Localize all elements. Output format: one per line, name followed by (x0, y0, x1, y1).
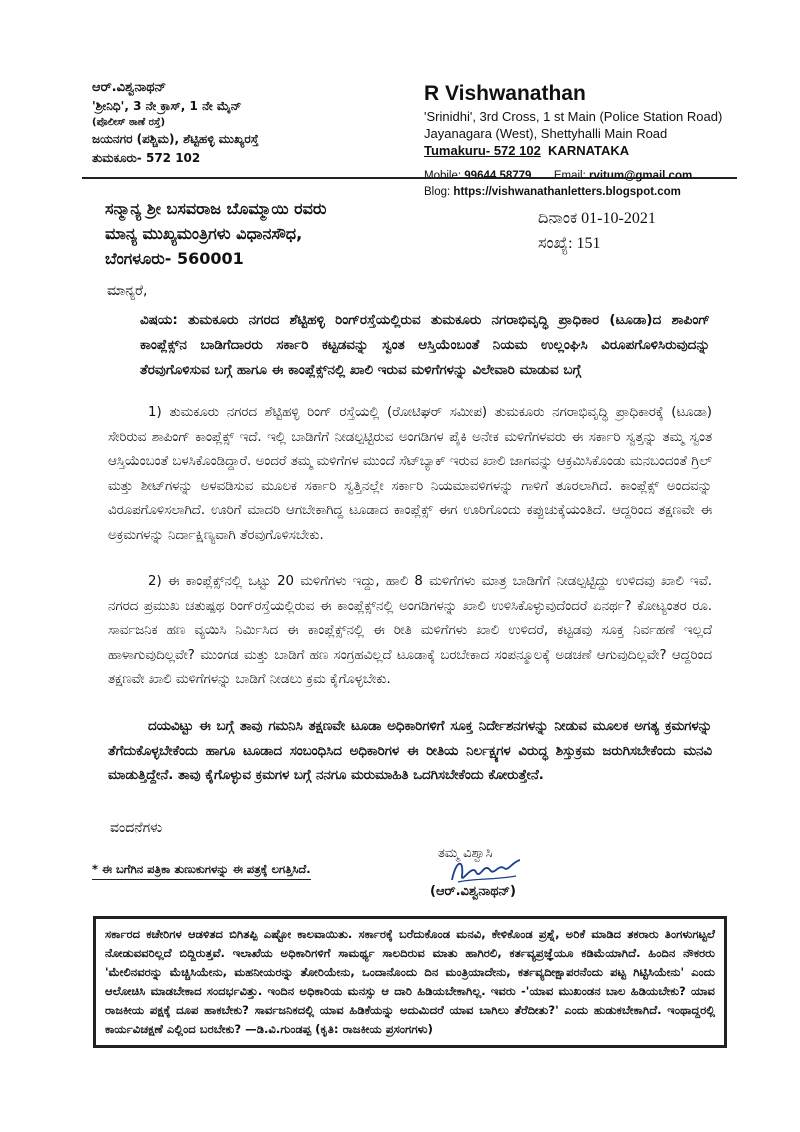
body-paragraph: 2) ಈ ಕಾಂಪ್ಲೆಕ್ಸ್‌ನಲ್ಲಿ ಒಟ್ಟು 20 ಮಳಿಗೆಗಳು ಇದ್ದು, ಹಾಲಿ 8 ಮಳಿಗೆಗಳು ಮಾತ್ರ ಬಾಡಿಗೆಗೆ ನೀಡಲ್ಪಟ್ಟಿದ್ದು ಉಳಿದವು ಖಾಲಿ ಇವೆ. ನಗರದ ಪ್ರಮುಖ ಚತುಷ್ಪಥ ರಿಂಗ್‌ರಸ್ತೆಯಲ್ಲಿರುವ ಈ ಕಾಂಪ್ಲೆಕ್ಸ್‌ನಲ್ಲಿ ಅಂಗಡಿಗಳನ್ನು ಖಾಲಿ ಉಳಿಸಿಕೊಳ್ಳುವುದೆಂದರೆ ಏನರ್ಥ? ಕೋಟ್ಯಂತರ ರೂ. ಸಾರ್ವಜನಿಕ ಹಣ ವ್ಯಯಿಸಿ ನಿರ್ಮಿಸಿದ ಈ ಕಾಂಪ್ಲೆಕ್ಸ್‌ನಲ್ಲಿ ಈ ರೀತಿ ಮಳಿಗೆಗಳು ಖಾಲಿ ಉಳಿದರೆ, ಕಟ್ಟಡವು ಸೂಕ್ತ ನಿರ್ವಹಣೆ ಇಲ್ಲದೆ ಹಾಳಾಗುವುದಿಲ್ಲವೇ? ಮುಂಗಡ ಮತ್ತು ಬಾಡಿಗೆ ಹಣ ಸಂಗ್ರಹವಿಲ್ಲದೆ ಟೂಡಾಕ್ಕೆ ಬರಬೇಕಾದ ಸಂಪನ್ಮೂಲಕ್ಕೆ ಅಡಚಣೆ ಆಗುವುದಿಲ್ಲವೇ? ಆದ್ದರಿಂದ ತಕ್ಷಣವೇ ಖಾಲಿ ಮಳಿಗೆಗಳನ್ನು ಬಾಡಿಗೆ ನೀಡಲು ಕ್ರಮ ಕೈಗೊಳ್ಳಬೇಕು. (108, 574, 712, 687)
sender-address-line: ಜಯನಗರ (ಪಶ್ಚಿಮ), ಶೆಟ್ಟಿಹಳ್ಳಿ ಮುಖ್ಯರಸ್ತೆ (92, 132, 259, 146)
yours-faithfully: ತಮ್ಮ ವಿಶ್ವಾಸಿ (438, 846, 493, 861)
closing-regards: ವಂದನೆಗಳು (110, 820, 163, 836)
mobile-label: Mobile: (424, 170, 462, 182)
body-paragraph: 1) ತುಮಕೂರು ನಗರದ ಶೆಟ್ಟಿಹಳ್ಳಿ ರಿಂಗ್ ರಸ್ತೆಯಲ್ಲಿ (ರೋಟಿಘರ್ ಸಮೀಪ) ತುಮಕೂರು ನಗರಾಭಿವೃದ್ಧಿ ಪ್ರಾಧಿಕಾರಕ್ಕೆ (ಟೂಡಾ) ಸೇರಿರುವ ಶಾಪಿಂಗ್ ಕಾಂಪ್ಲೆಕ್ಸ್ ಇದೆ. ಇಲ್ಲಿ ಬಾಡಿಗೆಗೆ ನೀಡಲ್ಪಟ್ಟಿರುವ ಅಂಗಡಿಗಳ ಪೈಕಿ ಅನೇಕ ಮಳಿಗೆಗಳವರು ಈ ಸರ್ಕಾರಿ ಸ್ವತ್ತನ್ನು ತಮ್ಮ ಸ್ವಂತ ಆಸ್ತಿಯೆಂಬಂತೆ ಬಳಸಿಕೊಂಡಿದ್ದಾರೆ. ಅಂದರೆ ತಮ್ಮ ಮಳಿಗೆಗಳ ಮುಂದೆ ಸೆಟ್‌ಬ್ಯಾಕ್ ಇರುವ ಖಾಲಿ ಜಾಗವನ್ನು ಆಕ್ರಮಿಸಿಕೊಂಡು ಮನಬಂದಂತೆ ಗ್ರಿಲ್ ಮತ್ತು ಶೀಟ್‌ಗಳನ್ನು ಅಳವಡಿಸುವ ಮೂಲಕ ಸರ್ಕಾರಿ ಸ್ವತ್ತಿನಲ್ಲೇ ಸರ್ಕಾರಿ ನಿಯಮಾವಳಿಗಳನ್ನು ಗಾಳಿಗೆ ತೂರಲಾಗಿದೆ. ಕಾಂಪ್ಲೆಕ್ಸ್ ಅಂದವನ್ನು ವಿರೂಪಗೊಳಿಸಲಾಗಿದೆ. ಊರಿಗೆ ಮಾದರಿ ಆಗಬೇಕಾಗಿದ್ದ ಟೂಡಾದ ಕಾಂಪ್ಲೆಕ್ಸ್ ಈಗ ಊರಿಗೊಂದು ಕಪ್ಪುಚುಕ್ಕೆಯಂತಿದೆ. ಆದ್ದರಿಂದ ತಕ್ಷಣವೇ ಈ ಅಕ್ರಮಗಳನ್ನು ನಿರ್ದಾಕ್ಷಿಣ್ಯವಾಗಿ ತೆರವುಗೊಳಿಸಬೇಕು. (108, 405, 712, 543)
blog-line (424, 184, 722, 200)
sender-address-line: ತುಮಕೂರು- 572 102 (92, 151, 201, 165)
sender-name-kannada: ಆರ್.ವಿಶ್ವನಾಥನ್ (92, 80, 167, 95)
salutation: ಮಾನ್ಯರೆ, (107, 283, 148, 299)
recipient-block (105, 196, 326, 271)
sender-address-line: 'Srinidhi', 3rd Cross, 1 st Main (Police Station Road) (424, 109, 723, 124)
body-paragraph: ದಯವಿಟ್ಟು ಈ ಬಗ್ಗೆ ತಾವು ಗಮನಿಸಿ ತಕ್ಷಣವೇ ಟೂಡಾ ಅಧಿಕಾರಿಗಳಿಗೆ ಸೂಕ್ತ ನಿರ್ದೇಶನಗಳನ್ನು ನೀಡುವ ಮೂಲಕ ಅಗತ್ಯ ಕ್ರಮಗಳನ್ನು ತೆಗೆದುಕೊಳ್ಳಬೇಕೆಂದು ಹಾಗೂ ಟೂಡಾದ ಸಂಬಂಧಿಸಿದ ಅಧಿಕಾರಿಗಳ ಈ ರೀತಿಯ ನಿರ್ಲಕ್ಷ್ಯಗಳ ವಿರುದ್ಧ ಶಿಸ್ತುಕ್ರಮ ಜರುಗಿಸಬೇಕೆಂದು ಮನವಿ ಮಾಡುತ್ತಿದ್ದೇನೆ. ತಾವು ಕೈಗೊಳ್ಳುವ ಕ್ರಮಗಳ ಬಗ್ಗೆ ನನಗೂ ಮರುಮಾಹಿತಿ ಒದಗಿಸಬೇಕೆಂದು ಕೋರುತ್ತೇನೆ. (108, 719, 712, 783)
blog-label: Blog: (424, 186, 451, 198)
sender-name-english: R Vishwanathan (424, 82, 586, 105)
sender-city-line (424, 142, 722, 160)
email-address: rvitum@gmail.com (588, 170, 693, 182)
contact-line (424, 168, 722, 184)
recipient-line: ಸನ್ಮಾನ್ಯ ಶ್ರೀ ಬಸವರಾಜ ಬೊಮ್ಮಾಯಿ ರವರು (105, 199, 327, 218)
letter-date: ದಿನಾಂಕ 01-10-2021 (538, 210, 656, 227)
letter-meta (538, 206, 656, 256)
letterhead-divider (82, 177, 737, 179)
sender-address-line: 'ಶ್ರೀನಿಧಿ', 3 ನೇ ಕ್ರಾಸ್, 1 ನೇ ಮೈನ್ (92, 99, 242, 113)
sender-state: KARNATAKA (548, 143, 630, 158)
email-label: Email: (553, 170, 586, 182)
mobile-number: 99644 58779 (464, 170, 532, 182)
enclosure-note: * ಈ ಬಗೆಗಿನ ಪತ್ರಿಕಾ ತುಣುಕುಗಳನ್ನು ಈ ಪತ್ರಕ್ಕೆ ಲಗತ್ತಿಸಿದೆ. (92, 862, 311, 880)
sender-address-line: Jayanagara (West), Shettyhalli Main Road (424, 126, 668, 141)
sender-city: Tumakuru- 572 102 (424, 143, 541, 158)
blog-url: https://vishwanathanletters.blogspot.com (453, 186, 681, 198)
letter-number: ಸಂಖ್ಯೆ: 151 (538, 235, 601, 252)
recipient-line: ಮಾನ್ಯ ಮುಖ್ಯಮಂತ್ರಿಗಳು ವಿಧಾನಸೌಧ, (105, 224, 303, 243)
letterhead-english (424, 80, 722, 200)
letterhead-kannada (92, 78, 259, 168)
recipient-line: ಬೆಂಗಳೂರು- 560001 (105, 249, 244, 268)
quote-box: ಸರ್ಕಾರದ ಕಚೇರಿಗಳ ಆಡಳಿತದ ಬಿಗಿತಪ್ಪಿ ಎಷ್ಟೋ ಕಾಲವಾಯಿತು. ಸರ್ಕಾರಕ್ಕೆ ಬರೆದುಕೊಂಡ ಮನವಿ, ಕೇಳಿಕೊಂಡ ಪ್ರಶ್ನೆ, ಅರಿಕೆ ಮಾಡಿದ ತಕರಾರು ತಿಂಗಳುಗಟ್ಟಲೆ ನೋಡುವವರಿಲ್ಲದೆ ಬಿದ್ದಿರುತ್ತವೆ. ಇಲಾಖೆಯ ಅಧಿಕಾರಿಗಳಿಗೆ ಸಾಮರ್ಥ್ಯ ಸಾಲದಿರುವ ಮಾತು ಹಾಗಿರಲಿ, ಕರ್ತವ್ಯಪ್ರಜ್ಞೆಯೂ ಕಡಿಮೆಯಾಗಿದೆ. ಹಿಂದಿನ ನೌಕರರು 'ಮೇಲಿನವರನ್ನು ಮೆಚ್ಚಿಸಿಯೇನು, ಮಹನೀಯರನ್ನು ತೋರಿಯೇನು, ಒಂದಾನೊಂದು ದಿನ ಮಂತ್ರಿಯಾದೇನು, ಕರ್ತವ್ಯದೀಕ್ಷಾಪರನೆಂದು ಪಟ್ಟ ಗಿಟ್ಟಿಸಿಯೇನು' ಎಂದು ಆಲೋಚಿಸಿ ಮಾಡಬೇಕಾದ ಸಂದರ್ಭವಿತ್ತು. ಇಂದಿನ ಅಧಿಕಾರಿಯ ಮನಸ್ಸು ಆ ದಾರಿ ಹಿಡಿಯಬೇಕಾಗಿಲ್ಲ. ಇವರು -'ಯಾವ ಮುಖಂಡನ ಬಾಲ ಹಿಡಿಯಬೇಕು? ಯಾವ ರಾಜಕೀಯ ಪಕ್ಷಕ್ಕೆ ದೂಪ ಹಾಕಬೇಕು? ಸಾರ್ವಜನಿಕದಲ್ಲಿ ಯಾವ ಹಿಡಿಕೆಯನ್ನು ಅದುಮಿದರೆ ಯಾವ ಬಾಗಿಲು ತೆರೆದೀತು?' ಎಂದು ಹುಡುಕಬೇಕಾಗಿದೆ. ಇಂಥಾದ್ದರಲ್ಲಿ ಕಾರ್ಯವಿಚಕ್ಷಣೆ ಎಲ್ಲಿಂದ ಬರಬೇಕು? —ಡಿ.ವಿ.ಗುಂಡಪ್ಪ (ಕೃತಿ: ರಾಜಕೀಯ ಪ್ರಸಂಗಗಳು) (93, 916, 727, 1048)
signatory-name: (ಆರ್.ವಿಶ್ವನಾಥನ್) (430, 884, 516, 899)
subject-line: ವಿಷಯ: ತುಮಕೂರು ನಗರದ ಶೆಟ್ಟಿಹಳ್ಳಿ ರಿಂಗ್‌ರಸ್ತೆಯಲ್ಲಿರುವ ತುಮಕೂರು ನಗರಾಭಿವೃದ್ಧಿ ಪ್ರಾಧಿಕಾರ (ಟೂಡಾ)ದ ಶಾಪಿಂಗ್ ಕಾಂಪ್ಲೆಕ್ಸ್‌ನ ಬಾಡಿಗೆದಾರರು ಸರ್ಕಾರಿ ಕಟ್ಟಡವನ್ನು ಸ್ವಂತ ಆಸ್ತಿಯೆಂಬಂತೆ ನಿಯಮ ಉಲ್ಲಂಘಿಸಿ ವಿರೂಪಗೊಳಿಸಿರುವುದನ್ನು ತೆರವುಗೊಳಿಸುವ ಬಗ್ಗೆ ಹಾಗೂ ಈ ಕಾಂಪ್ಲೆಕ್ಸ್‌ನಲ್ಲಿ ಖಾಲಿ ಇರುವ ಮಳಿಗೆಗಳನ್ನು ವಿಲೇವಾರಿ ಮಾಡುವ ಬಗ್ಗೆ (140, 312, 710, 378)
sender-address-line: (ಪೊಲೀಸ್ ಠಾಣೆ ರಸ್ತೆ) (92, 117, 166, 128)
